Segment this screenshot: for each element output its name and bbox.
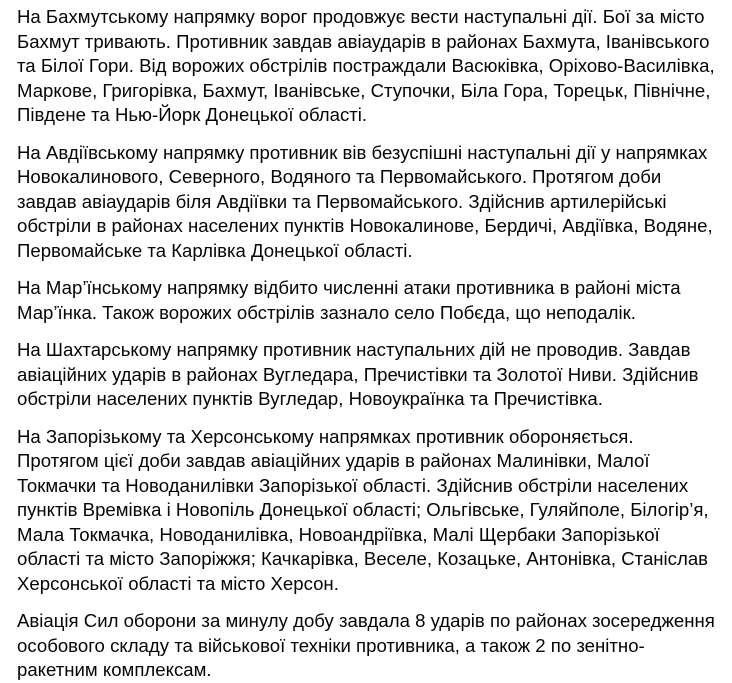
paragraph-shakhtarsk: На Шахтарському напрямку противник наступальних дій не проводив. Завдав авіаційних ударів в районах Вугледара, Пречистівки та Золотої Ниви. Здійснив обстріли населених пунктів Вугледар, Новоукраїнка та Пречистівка. (17, 339, 699, 409)
paragraph-aviation: Авіація Сил оборони за минулу добу завдала 8 ударів по районах зосередження особового складу та військової техніки противника, а також 2 по зенітно-ракетним комплексам. (17, 610, 715, 680)
paragraph-bakhmut: На Бахмутському напрямку ворог продовжує вести наступальні дії. Бої за місто Бахмут тривають. Противник завдав авіаударів в районах Бахмута, Іванівського та Білої Гори. Від ворожих обстрілів постраждали Васюківка, Оріхово-Василівка, Маркове, Григорівка, Бахмут, Іванівське, Ступочки, Біла Гора, Торецьк, Північне, Південе та Нью-Йорк Донецької області. (17, 6, 715, 125)
paragraph-marinka: На Мар’їнському напрямку відбито численні атаки противника в районі міста Мар’їнка. Також ворожих обстрілів зазнало село Побєда, що неподалік. (17, 277, 681, 323)
paragraph-avdiivka: На Авдіївському напрямку противник вів безуспішні наступальні дії у напрямках Новокалинового, Северного, Водяного та Первомайського. Протягом доби завдав авіаударів біля Авдіївки та Первомайського. Здійснив артилерійські обстріли в районах населених пунктів Новокалинове, Бердичі, Авдіївка, Водяне, Первомайське та Карлівка Донецької області. (17, 141, 713, 261)
paragraph-zaporizhzhia-kherson: На Запорізькому та Херсонському напрямках противник обороняється. Протягом цієї доби завдав авіаційних ударів в районах Малинівки, Малої Токмачки та Новоданилівки Запорізької області. Здійснив обстріли населених пунктів Времівка і Новопіль Донецької області; Ольгівське, Гуляйполе, Білогір’я, Мала Токмачка, Новоданилівка, Новоандріївка, Малі Щербаки Запорізької області та місто Запоріжжя; Качкарівка, Веселе, Козацьке, Антонівка, Станіслав Херсонської області та місто Херсон. (17, 425, 709, 594)
